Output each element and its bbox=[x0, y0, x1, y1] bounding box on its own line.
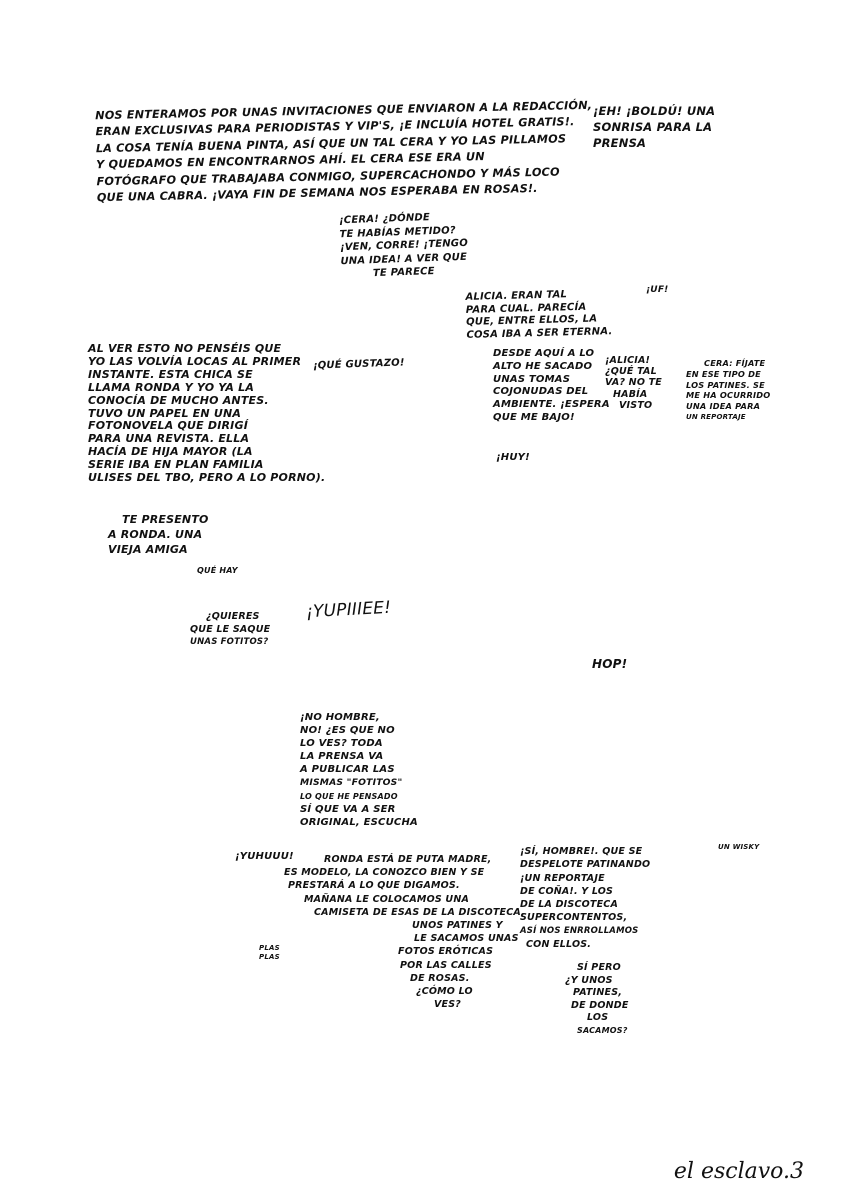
speech-que-gustazo bbox=[313, 357, 405, 372]
speech-desde-aqui bbox=[493, 348, 610, 425]
text-line: MISMAS "FOTITOS" bbox=[300, 777, 403, 789]
text-line: ALTO HE SACADO bbox=[493, 360, 593, 372]
text-line: DE ROSAS. bbox=[410, 972, 470, 984]
speech-ronda-esta bbox=[284, 853, 525, 1011]
text-line: SÍ QUE VA A SER bbox=[300, 803, 396, 815]
text-line: INSTANTE. ESTA CHICA SE bbox=[88, 367, 253, 381]
text-line: ULISES DEL TBO, PERO A LO PORNO). bbox=[88, 471, 326, 485]
sfx-hop bbox=[592, 657, 627, 671]
text-line: CERA: FÍJATE bbox=[704, 358, 766, 368]
text-line: POR LAS CALLES bbox=[400, 959, 492, 971]
text-line: FOTONOVELA QUE DIRIGÍ bbox=[88, 419, 248, 433]
text-line: ALICIA. ERAN TAL bbox=[465, 289, 568, 303]
narration-alicia-eran bbox=[465, 288, 612, 342]
text-line: ASÍ NOS ENRROLLAMOS bbox=[520, 925, 639, 936]
text-line: AL VER ESTO NO PENSÉIS QUE bbox=[88, 342, 282, 355]
speech-cera-donde bbox=[339, 210, 469, 282]
sfx-huy bbox=[496, 452, 530, 464]
text-line: SUPERCONTENTOS, bbox=[520, 912, 628, 924]
speech-si-hombre bbox=[520, 845, 650, 951]
text-line: TE PRESENTO bbox=[122, 513, 209, 526]
text-line: ES MODELO, LA CONOZCO BIEN Y SE bbox=[284, 867, 485, 879]
text-line: HOP! bbox=[592, 657, 628, 671]
text-line: LO QUE HE PENSADO bbox=[300, 791, 398, 801]
text-line: ERAN EXCLUSIVAS PARA PERIODISTAS Y VIP'S, ¡E INCLUÍA HOTEL GRATIS!. bbox=[95, 115, 575, 139]
text-line: QUE UNA CABRA. ¡VAYA FIN DE SEMANA NOS ESPERABA EN ROSAS!. bbox=[96, 181, 538, 205]
text-line: DESPELOTE PATINANDO bbox=[520, 859, 651, 871]
text-line: A PUBLICAR LAS bbox=[300, 764, 395, 776]
text-line: VES? bbox=[434, 999, 461, 1011]
signature-page-number bbox=[674, 1159, 804, 1184]
text-line: UNAS TOMAS bbox=[493, 373, 571, 385]
text-line: SÍ PERO bbox=[577, 962, 621, 973]
text-line: NOS ENTERAMOS POR UNAS INVITACIONES QUE ENVIARON A LA REDACCIÓN, bbox=[95, 98, 593, 123]
text-line: ¿QUÉ TAL bbox=[605, 366, 657, 378]
text-line: COJONUDAS DEL bbox=[493, 386, 589, 398]
speech-si-pero bbox=[565, 962, 629, 1037]
sfx-uf bbox=[646, 285, 668, 296]
text-line: VIEJA AMIGA bbox=[108, 543, 188, 556]
text-line: ME HA OCURRIDO bbox=[686, 390, 771, 401]
text-line: FOTÓGRAFO QUE TRABAJABA CONMIGO, SUPERCACHONDO Y MÁS LOCO bbox=[96, 165, 560, 188]
text-line: VISTO bbox=[619, 399, 653, 411]
text-line: DE COÑA!. Y LOS bbox=[520, 885, 614, 897]
text-line: ¡HUY! bbox=[496, 452, 530, 463]
text-line: ¡QUÉ GUSTAZO! bbox=[312, 357, 405, 372]
text-line: ¿QUIERES bbox=[206, 611, 260, 622]
text-line: el esclavo.3 bbox=[673, 1159, 804, 1184]
text-line: PATINES, bbox=[573, 987, 623, 998]
text-line: ¡UF! bbox=[646, 285, 669, 295]
text-line: UNA IDEA PARA bbox=[686, 401, 761, 412]
text-line: QUE LE SAQUE bbox=[190, 624, 271, 635]
narration-al-ver-esto bbox=[88, 343, 325, 485]
text-line: ¡YUPIIIEE! bbox=[305, 597, 392, 623]
text-line: DE DONDE bbox=[571, 999, 629, 1011]
text-line: PARA CUAL. PARECÍA bbox=[465, 301, 587, 316]
text-line: Y QUEDAMOS EN ENCONTRARNOS AHÍ. EL CERA ESE ERA UN bbox=[96, 150, 485, 172]
text-line: TE HABÍAS METIDO? bbox=[339, 224, 457, 240]
text-line: LA COSA TENÍA BUENA PINTA, ASÍ QUE UN TAL CERA Y YO LAS PILLAMOS bbox=[95, 132, 567, 156]
sfx-yupiiiee bbox=[306, 598, 392, 623]
text-line: ¿CÓMO LO bbox=[416, 986, 473, 998]
text-line: ORIGINAL, ESCUCHA bbox=[300, 816, 418, 828]
text-line: ¡ALICIA! bbox=[605, 355, 651, 366]
text-line: LLAMA RONDA Y YO YA LA bbox=[88, 380, 255, 394]
text-line: NO! ¿ES QUE NO bbox=[300, 725, 395, 737]
text-line: HABÍA bbox=[613, 388, 648, 400]
text-line: UNOS PATINES Y bbox=[412, 920, 503, 932]
text-line: ¡SÍ, HOMBRE!. QUE SE bbox=[520, 846, 643, 857]
text-line: MAÑANA LE COLOCAMOS UNA bbox=[304, 893, 470, 905]
text-line: PRESTARÁ A LO QUE DIGAMOS. bbox=[288, 880, 460, 892]
text-line: ¡VEN, CORRE! ¡TENGO bbox=[339, 237, 469, 254]
text-line: RONDA ESTÁ DE PUTA MADRE, bbox=[324, 854, 492, 865]
text-line: UNAS FOTITOS? bbox=[190, 637, 269, 647]
text-line: PLAS bbox=[259, 953, 280, 961]
text-line: TE PARECE bbox=[372, 265, 435, 280]
text-line: QUÉ HAY bbox=[197, 566, 238, 575]
text-line: ¿Y UNOS bbox=[565, 974, 613, 986]
text-line: DE LA DISCOTECA bbox=[520, 899, 618, 911]
text-line: ¡UN REPORTAJE bbox=[520, 872, 605, 884]
speech-no-hombre bbox=[300, 711, 418, 829]
text-line: LO VES? TODA bbox=[300, 738, 383, 750]
text-line: SONRISA PARA LA bbox=[593, 120, 713, 134]
text-line: AMBIENTE. ¡ESPERA bbox=[493, 399, 610, 411]
speech-que-hay bbox=[197, 566, 238, 576]
text-line: ¡NO HOMBRE, bbox=[300, 712, 380, 723]
text-line: YO LAS VOLVÍA LOCAS AL PRIMER bbox=[88, 354, 302, 368]
text-line: QUE ME BAJO! bbox=[493, 411, 575, 423]
text-line: LA PRENSA VA bbox=[300, 751, 384, 763]
text-line: DESDE AQUÍ A LO bbox=[493, 348, 595, 359]
speech-un-wisky bbox=[718, 843, 759, 851]
text-line: CONOCÍA DE MUCHO ANTES. bbox=[88, 393, 269, 407]
text-line: ¡YUHUUU! bbox=[235, 851, 294, 862]
text-line: HACÍA DE HIJA MAYOR (LA bbox=[88, 445, 253, 459]
text-line: LOS PATINES. SE bbox=[686, 379, 765, 390]
text-line: LOS bbox=[587, 1012, 609, 1023]
text-line: CON ELLOS. bbox=[526, 939, 592, 951]
text-line: CAMISETA DE ESAS DE LA DISCOTECA, bbox=[314, 906, 525, 918]
text-line: PLAS bbox=[259, 944, 280, 952]
sfx-plas-plas bbox=[259, 944, 280, 962]
text-line: QUE, ENTRE ELLOS, LA bbox=[466, 313, 598, 328]
text-line: VA? NO TE bbox=[605, 377, 662, 389]
speech-eh-boldu bbox=[593, 103, 715, 151]
text-line: SACAMOS? bbox=[577, 1025, 628, 1035]
text-line: FOTOS ERÓTICAS bbox=[398, 946, 494, 958]
text-line: UNA IDEA! A VER QUE bbox=[340, 251, 468, 267]
text-line: EN ESE TIPO DE bbox=[686, 368, 761, 379]
text-line: COSA IBA A SER ETERNA. bbox=[466, 325, 613, 341]
text-line: ¡EH! ¡BOLDÚ! UNA bbox=[593, 104, 716, 118]
text-line: PARA UNA REVISTA. ELLA bbox=[88, 432, 250, 446]
text-line: LE SACAMOS UNAS bbox=[414, 933, 519, 945]
text-line: ¡CERA! ¿DÓNDE bbox=[338, 212, 431, 227]
narration-intro bbox=[95, 98, 594, 207]
speech-cera-fijate bbox=[686, 358, 770, 423]
text-line: UN WISKY bbox=[718, 843, 760, 851]
text-line: TUVO UN PAPEL EN UNA bbox=[88, 406, 242, 420]
speech-quieres bbox=[190, 610, 270, 649]
speech-te-presento bbox=[108, 512, 209, 557]
text-line: PRENSA bbox=[593, 136, 647, 150]
text-line: A RONDA. UNA bbox=[108, 528, 203, 541]
text-line: SERIE IBA EN PLAN FAMILIA bbox=[88, 458, 264, 472]
text-line: UN REPORTAJE bbox=[686, 412, 746, 421]
speech-alicia-que-tal bbox=[605, 355, 662, 411]
